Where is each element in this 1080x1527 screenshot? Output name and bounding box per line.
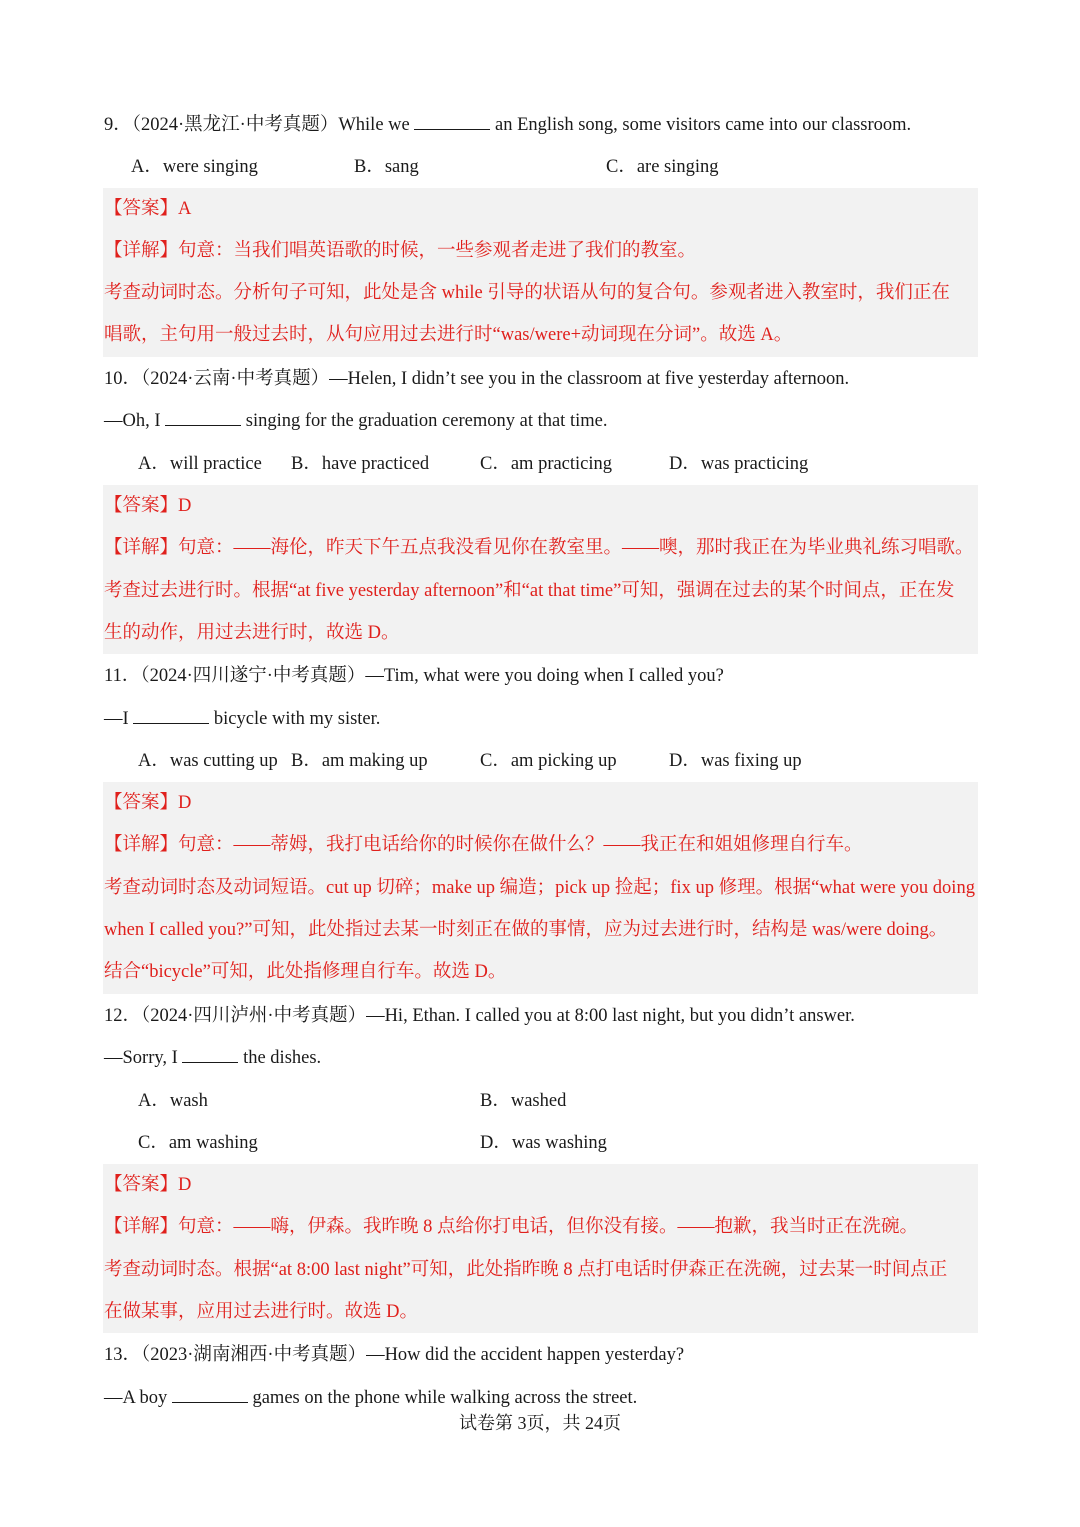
q9-stem-text-after: an English song, some visitors came into our classroom. xyxy=(490,115,912,135)
q11-option-a: A．was cutting up xyxy=(138,751,278,771)
answer-blank xyxy=(165,409,241,426)
q13-stem-text: —A boy xyxy=(104,1388,172,1408)
q13-stem-line-1: 13．（2023·湖南湘西·中考真题）—How did the accident happen yesterday? xyxy=(104,1345,685,1365)
q9-stem-text: 9．（2024·黑龙江·中考真题）While we xyxy=(104,115,415,135)
q10-option-a: A．will practice xyxy=(138,454,262,474)
q9-analysis-line-2: 唱歌，主句用一般过去时，从句应用过去进行时“was/were+动词现在分词”。故选 A。 xyxy=(104,325,793,345)
q12-answer: 【答案】D xyxy=(104,1175,192,1195)
answer-blank xyxy=(182,1046,238,1063)
q9-analysis-line-1: 考查动词时态。分析句子可知，此处是含 while 引导的状语从句的复合句。参观者进入教室时，我们正在 xyxy=(104,283,950,303)
answer-blank xyxy=(172,1386,248,1403)
q11-detail: 【详解】句意：——蒂姆，我打电话给你的时候你在做什么？——我正在和姐姐修理自行车。 xyxy=(104,835,863,855)
q11-analysis-line-2: when I called you?”可知，此处指过去某一时刻正在做的事情，应为过去进行时，结构是 was/were doing。 xyxy=(104,920,948,940)
q10-option-b: B．have practiced xyxy=(291,454,430,474)
q10-stem-text-after: singing for the graduation ceremony at that time. xyxy=(241,411,608,431)
q11-stem-text: —I xyxy=(104,709,134,729)
q11-stem-text-after: bicycle with my sister. xyxy=(209,709,381,729)
q11-analysis-line-1: 考查动词时态及动词短语。cut up 切碎；make up 编造；pick up 捡起；fix up 修理。根据“what were you doing xyxy=(104,878,975,898)
q12-option-c: C．am washing xyxy=(138,1133,258,1153)
q9-option-a: A．were singing xyxy=(131,157,258,177)
q10-stem-line-1: 10．（2024·云南·中考真题）—Helen, I didn’t see you in the classroom at five yesterday afternoon. xyxy=(104,369,850,389)
q10-option-c: C．am practicing xyxy=(480,454,613,474)
q12-analysis-line-1: 考查动词时态。根据“at 8:00 last night”可知，此处指昨晚 8 点打电话时伊森正在洗碗，过去某一时间点正 xyxy=(104,1260,948,1280)
answer-blank xyxy=(133,707,209,724)
q12-stem-text-after: the dishes. xyxy=(238,1048,322,1068)
q10-analysis-line-2: 生的动作，用过去进行时，故选 D。 xyxy=(104,623,400,643)
q12-option-b: B．washed xyxy=(480,1091,567,1111)
q12-detail: 【详解】句意：——嗨，伊森。我昨晚 8 点给你打电话，但你没有接。——抱歉，我当时正在洗碗。 xyxy=(104,1217,919,1237)
q12-stem-line-2 xyxy=(104,1037,321,1079)
q13-stem-text-after: games on the phone while walking across the street. xyxy=(247,1388,638,1408)
q11-analysis-line-3: 结合“bicycle”可知，此处指修理自行车。故选 D。 xyxy=(104,962,507,982)
q12-stem-text: —Sorry, I xyxy=(104,1048,183,1068)
q9-answer: 【答案】A xyxy=(104,199,192,219)
q10-detail: 【详解】句意：——海伦，昨天下午五点我没看见你在教室里。——噢，那时我正在为毕业典礼练习唱歌。 xyxy=(104,538,974,558)
q11-stem-line-1: 11．（2024·四川遂宁·中考真题）—Tim, what were you doing when I called you? xyxy=(104,666,724,686)
answer-blank xyxy=(414,113,490,130)
q11-option-d: D．was fixing up xyxy=(669,751,802,771)
q11-option-c: C．am picking up xyxy=(480,751,617,771)
q10-analysis-line-1: 考查过去进行时。根据“at five yesterday afternoon”和“at that time”可知，强调在过去的某个时间点，正在发 xyxy=(104,581,955,601)
q11-answer: 【答案】D xyxy=(104,793,192,813)
q12-option-a: A．wash xyxy=(138,1091,208,1111)
q10-answer: 【答案】D xyxy=(104,496,192,516)
q9-detail: 【详解】句意：当我们唱英语歌的时候，一些参观者走进了我们的教室。 xyxy=(104,241,697,261)
q12-stem-line-1: 12．（2024·四川泸州·中考真题）—Hi, Ethan. I called you at 8:00 last night, but you didn’t answer. xyxy=(104,1006,855,1026)
q9-stem xyxy=(104,104,911,146)
q12-option-d: D．was washing xyxy=(480,1133,607,1153)
q11-stem-line-2 xyxy=(104,698,380,740)
q11-option-b: B．am making up xyxy=(291,751,428,771)
q10-option-d: D．was practicing xyxy=(669,454,809,474)
page-footer: 试卷第 3页，共 24页 xyxy=(459,1413,621,1433)
q9-option-c: C．are singing xyxy=(606,157,719,177)
q10-stem-text: —Oh, I xyxy=(104,411,166,431)
q10-stem-line-2 xyxy=(104,400,607,442)
q9-option-b: B．sang xyxy=(354,157,419,177)
q12-analysis-line-2: 在做某事，应用过去进行时。故选 D。 xyxy=(104,1302,418,1322)
